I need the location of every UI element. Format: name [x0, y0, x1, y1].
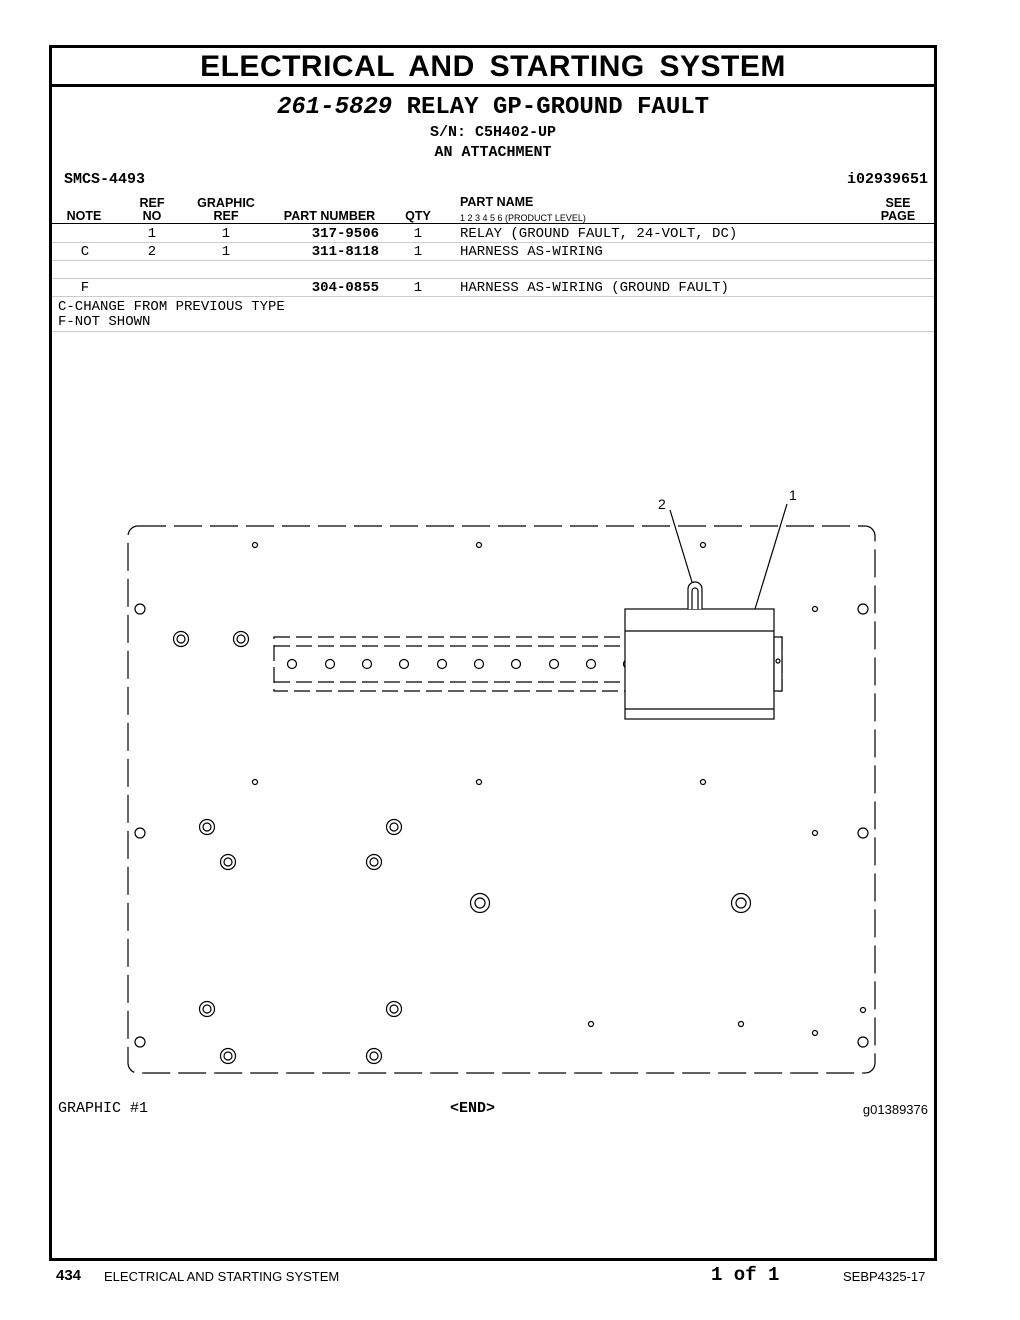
row-part-number[interactable]: 311-8118: [311, 244, 379, 260]
serial-number: S/N: C5H402-UP: [429, 124, 557, 141]
col-product-level: 1 2 3 4 5 6 (PRODUCT LEVEL): [460, 213, 586, 223]
doc-id: SEBP4325-17: [843, 1269, 926, 1284]
note-line: C-CHANGE FROM PREVIOUS TYPE: [58, 299, 285, 315]
page-of: 1 of 1: [711, 1264, 780, 1286]
col-part-name: PART NAME: [460, 195, 534, 209]
ground-fault-relay: [625, 582, 782, 719]
end-marker: <END>: [450, 1100, 496, 1117]
row-qty: 1: [413, 226, 423, 242]
col-ref-line1: REF: [139, 196, 165, 210]
row-part-number[interactable]: 304-0855: [311, 280, 379, 296]
col-note: NOTE: [66, 209, 102, 223]
group-name: RELAY GP-GROUND FAULT: [406, 94, 710, 121]
row-part-name: HARNESS AS-WIRING (GROUND FAULT): [460, 280, 729, 296]
relay-mounting-plate-drawing: [52, 48, 934, 1258]
callout-leader-1: [755, 504, 787, 609]
col-ref-line2: NO: [142, 209, 162, 223]
group-type: AN ATTACHMENT: [434, 144, 552, 161]
col-see-page-line2: PAGE: [880, 209, 916, 223]
parts-page-frame: [49, 45, 937, 1261]
row-part-name: RELAY (GROUND FAULT, 24-VOLT, DC): [460, 226, 738, 242]
callout-1: 1: [789, 487, 797, 503]
row-note: C: [80, 244, 90, 260]
row-qty: 1: [413, 244, 423, 260]
section-title: ELECTRICAL AND STARTING SYSTEM: [52, 48, 934, 87]
row-graphic-ref: 1: [221, 244, 231, 260]
col-see-page-line1: SEE: [885, 196, 911, 210]
col-part-number: PART NUMBER: [283, 209, 376, 223]
row-ref: 2: [147, 244, 157, 260]
graphic-id: g01389376: [862, 1102, 928, 1117]
callout-2: 2: [658, 496, 666, 512]
col-graphic-ref-line2: REF: [213, 209, 239, 223]
row-qty: 1: [413, 280, 423, 296]
callout-leader-2: [670, 510, 692, 582]
row-graphic-ref: 1: [221, 226, 231, 242]
row-part-name: HARNESS AS-WIRING: [460, 244, 603, 260]
col-graphic-ref-line1: GRAPHIC: [197, 196, 255, 210]
note-line: F-NOT SHOWN: [58, 314, 151, 330]
row-ref: 1: [147, 226, 157, 242]
smcs-code: SMCS-4493: [64, 171, 146, 188]
col-qty: QTY: [405, 209, 431, 223]
graphic-label: GRAPHIC #1: [58, 1100, 149, 1117]
footer-section: ELECTRICAL AND STARTING SYSTEM: [104, 1269, 340, 1284]
illustration-id: i02939651: [846, 171, 928, 188]
row-note: F: [80, 280, 90, 296]
row-part-number[interactable]: 317-9506: [311, 226, 379, 242]
mounting-plate-outline: [128, 526, 875, 1073]
page-number: 434: [56, 1267, 82, 1284]
group-part-number: 261-5829: [276, 94, 393, 121]
